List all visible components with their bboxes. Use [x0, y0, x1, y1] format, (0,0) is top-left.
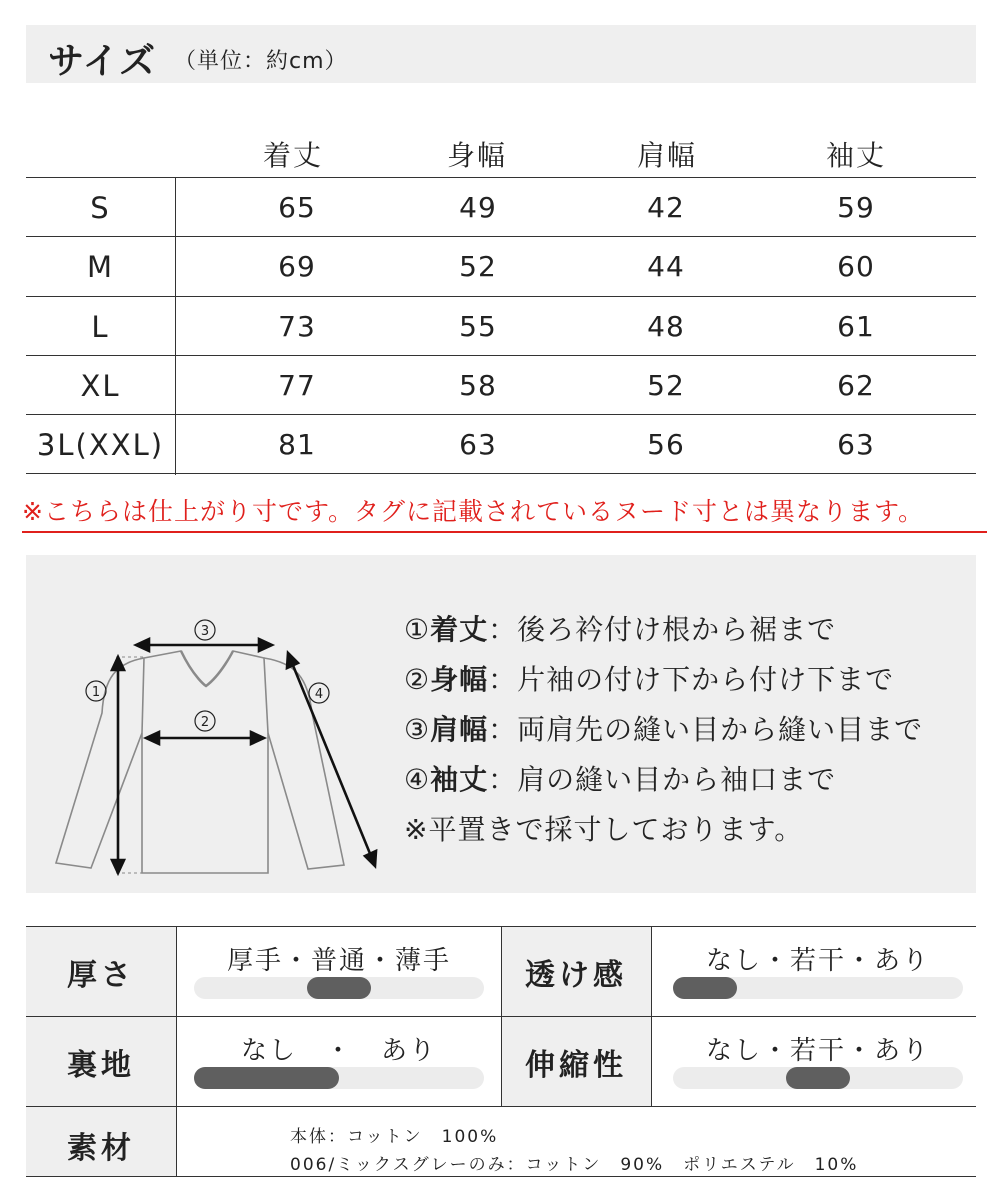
definition-number: ②: [404, 663, 431, 696]
shirt-collar: [181, 651, 233, 686]
arrow-sleeve: [292, 663, 371, 856]
column-header: 着丈: [262, 139, 323, 172]
definition-item: [404, 605, 923, 655]
definition-term: 着丈: [430, 613, 489, 646]
stretch-indicator: [673, 1067, 963, 1089]
table-cell: 52: [459, 250, 497, 283]
table-row: [26, 414, 976, 474]
stretch-scale: なし・若干・あり: [705, 1036, 930, 1066]
column-header: 肩幅: [636, 139, 697, 172]
column-header: 袖丈: [825, 139, 886, 172]
definition-number: ④: [404, 763, 431, 796]
sheerness-scale: なし・若干・あり: [705, 946, 930, 976]
column-header: 身幅: [446, 139, 507, 172]
table-cell: 55: [459, 310, 497, 343]
stretch-label: 伸縮性: [525, 1048, 627, 1083]
fabric-attributes: [26, 926, 976, 1176]
thickness-scale: 厚手・普通・薄手: [226, 946, 451, 976]
lining-indicator: [194, 1067, 484, 1089]
table-cell: 52: [647, 369, 685, 402]
table-cell: 63: [459, 428, 497, 461]
table-cell: 73: [278, 310, 316, 343]
thickness-indicator: [194, 977, 484, 999]
definition-item: [404, 755, 923, 805]
table-cell: 48: [647, 310, 685, 343]
size-label: M: [26, 237, 176, 297]
stretch-level: [786, 1067, 850, 1089]
sheerness-indicator: [673, 977, 963, 999]
definition-term: 身幅: [430, 663, 489, 696]
table-cell: 69: [278, 250, 316, 283]
marker-2: 2: [200, 715, 210, 730]
lining-level: [194, 1067, 339, 1089]
marker-1: 1: [91, 685, 101, 700]
definition-term: 肩幅: [430, 713, 489, 746]
table-cell: 61: [837, 310, 875, 343]
measurement-guide: [26, 555, 976, 893]
definition-term: 袖丈: [430, 763, 489, 796]
table-row: [26, 177, 976, 237]
size-label: S: [26, 178, 176, 238]
page-title: サイズ: [48, 41, 157, 82]
marker-4: 4: [314, 687, 324, 702]
definition-desc: ：後ろ衿付け根から裾まで: [488, 613, 837, 646]
table-cell: 58: [459, 369, 497, 402]
definition-desc: ：肩の縫い目から袖口まで: [488, 763, 837, 796]
thickness-label: 厚さ: [67, 958, 135, 993]
table-bottom-border: [26, 473, 976, 474]
definition-number: ①: [404, 613, 431, 646]
size-label: XL: [26, 356, 176, 416]
definition-number: ③: [404, 713, 431, 746]
thickness-level: [307, 977, 371, 999]
finished-size-notice: ※こちらは仕上がり寸です。タグに記載されているヌード寸とは異なります。: [22, 492, 987, 533]
definition-item: [404, 655, 923, 705]
lining-label: 裏地: [67, 1048, 135, 1083]
table-cell: 62: [837, 369, 875, 402]
table-cell: 77: [278, 369, 316, 402]
table-row: [26, 355, 976, 415]
table-cell: 56: [647, 428, 685, 461]
definition-desc: ：片袖の付け下から付け下まで: [488, 663, 895, 696]
definition-desc: ：両肩先の縫い目から縫い目まで: [488, 713, 924, 746]
table-cell: 65: [278, 191, 316, 224]
table-cell: 81: [278, 428, 316, 461]
measurement-note: ※平置きで採寸しております。: [404, 813, 804, 846]
size-header: [26, 25, 976, 83]
shirt-diagram: [46, 583, 391, 883]
table-cell: 59: [837, 191, 875, 224]
table-cell: 49: [459, 191, 497, 224]
table-cell: 63: [837, 428, 875, 461]
unit-label: （単位：約cm）: [174, 49, 348, 74]
definition-item: [404, 705, 923, 755]
material-label: 素材: [67, 1131, 135, 1166]
lining-scale: なし ・ あり: [240, 1036, 437, 1066]
material-line: 006/ミックスグレーのみ：コットン 90% ポリエステル 10%: [290, 1155, 859, 1175]
table-cell: 60: [837, 250, 875, 283]
marker-3: 3: [200, 624, 210, 639]
table-cell: 44: [647, 250, 685, 283]
sheerness-label: 透け感: [525, 958, 627, 993]
size-label: 3L(XXL): [26, 415, 176, 475]
table-row: [26, 236, 976, 296]
size-label: L: [26, 297, 176, 357]
material-line: 本体：コットン 100%: [290, 1127, 499, 1147]
table-row: [26, 296, 976, 356]
sheerness-level: [673, 977, 737, 999]
measurement-definitions: [404, 605, 923, 855]
table-cell: 42: [647, 191, 685, 224]
